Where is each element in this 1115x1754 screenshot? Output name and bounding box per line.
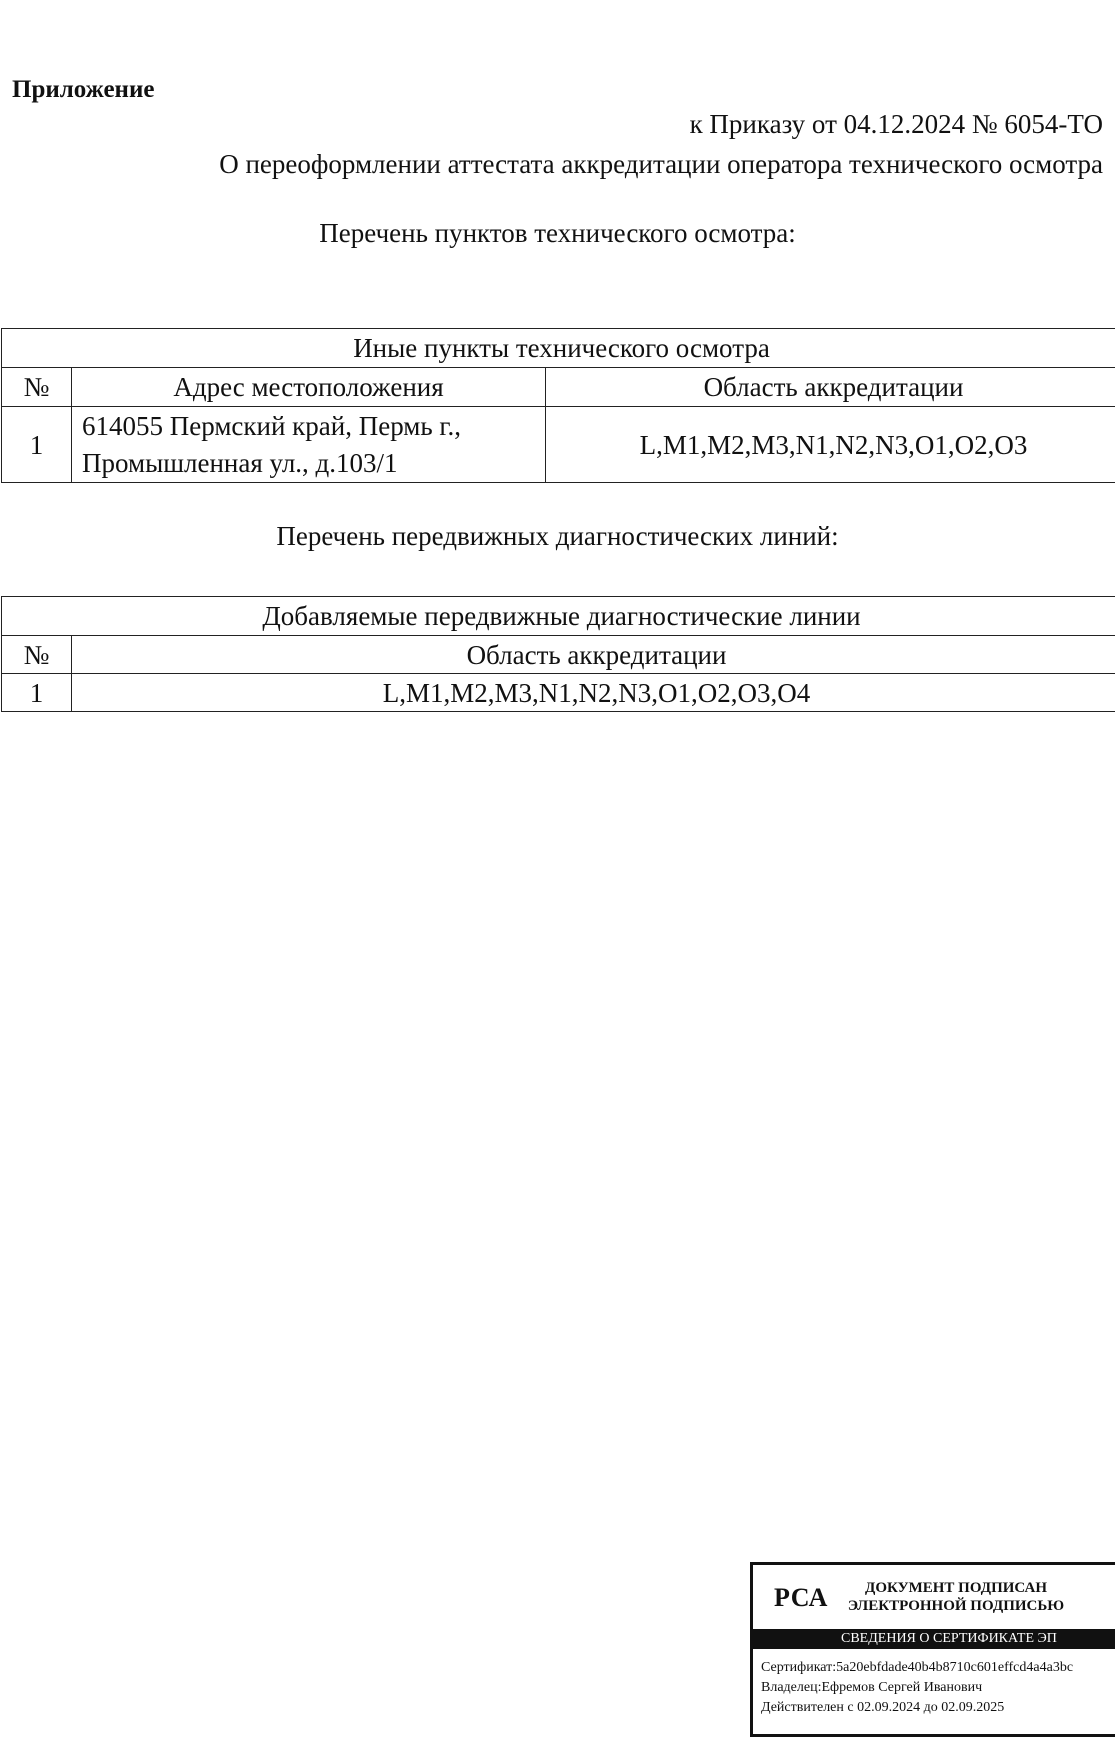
signed-line-1: ДОКУМЕНТ ПОДПИСАН <box>865 1580 1047 1596</box>
certificate-header-bar: СВЕДЕНИЯ О СЕРТИФИКАТЕ ЭП <box>753 1629 1115 1649</box>
table-caption-row <box>2 597 1115 636</box>
order-reference: к Приказу от 04.12.2024 № 6054-ТО <box>689 109 1103 139</box>
table-caption: Добавляемые передвижные диагностические линии <box>2 597 1115 636</box>
electronic-signature-stamp <box>750 1562 1115 1737</box>
column-header-number: № <box>2 636 72 674</box>
row-number: 1 <box>2 674 72 712</box>
signed-line-2: ЭЛЕКТРОННОЙ ПОДПИСЬЮ <box>847 1598 1065 1614</box>
column-header-address: Адрес местоположения <box>72 368 546 407</box>
address-line-1: 614055 Пермский край, Пермь г., <box>82 410 461 441</box>
table-header-row <box>2 636 1115 674</box>
certificate-validity: Действителен с 02.09.2024 до 02.09.2025 <box>761 1700 1005 1715</box>
order-subject: О переоформлении аттестата аккредитации оператора технического осмотра <box>219 149 1103 179</box>
table-caption-row <box>2 329 1115 368</box>
diagnostic-lines-table <box>1 596 1115 712</box>
points-section-title: Перечень пунктов технического осмотра: <box>319 218 796 248</box>
column-header-number: № <box>2 368 72 407</box>
table-row <box>2 407 1115 483</box>
column-header-scope: Область аккредитации <box>72 636 1115 674</box>
certificate-owner: Владелец:Ефремов Сергей Иванович <box>761 1680 983 1695</box>
address-line-2: Промышленная ул., д.103/1 <box>82 447 398 478</box>
certificate-id: Сертификат:5a20ebfdade40b4b8710c601effcd4a4a3bc <box>761 1660 1074 1675</box>
lines-section-title: Перечень передвижных диагностических линий: <box>276 521 839 551</box>
table-row <box>2 674 1115 712</box>
row-scope: L,M1,M2,M3,N1,N2,N3,O1,O2,O3,O4 <box>72 674 1115 712</box>
table-header-row <box>2 368 1115 407</box>
row-scope: L,M1,M2,M3,N1,N2,N3,O1,O2,O3 <box>546 407 1115 483</box>
inspection-points-table <box>1 328 1115 483</box>
certificate-info <box>761 1658 1073 1718</box>
page-title: Приложение <box>12 76 155 103</box>
table-caption: Иные пункты технического осмотра <box>2 329 1115 368</box>
column-header-scope: Область аккредитации <box>546 368 1115 407</box>
signed-notice <box>846 1579 1066 1615</box>
row-address <box>72 407 546 483</box>
rsa-logo: РСА <box>774 1583 828 1612</box>
row-number: 1 <box>2 407 72 483</box>
